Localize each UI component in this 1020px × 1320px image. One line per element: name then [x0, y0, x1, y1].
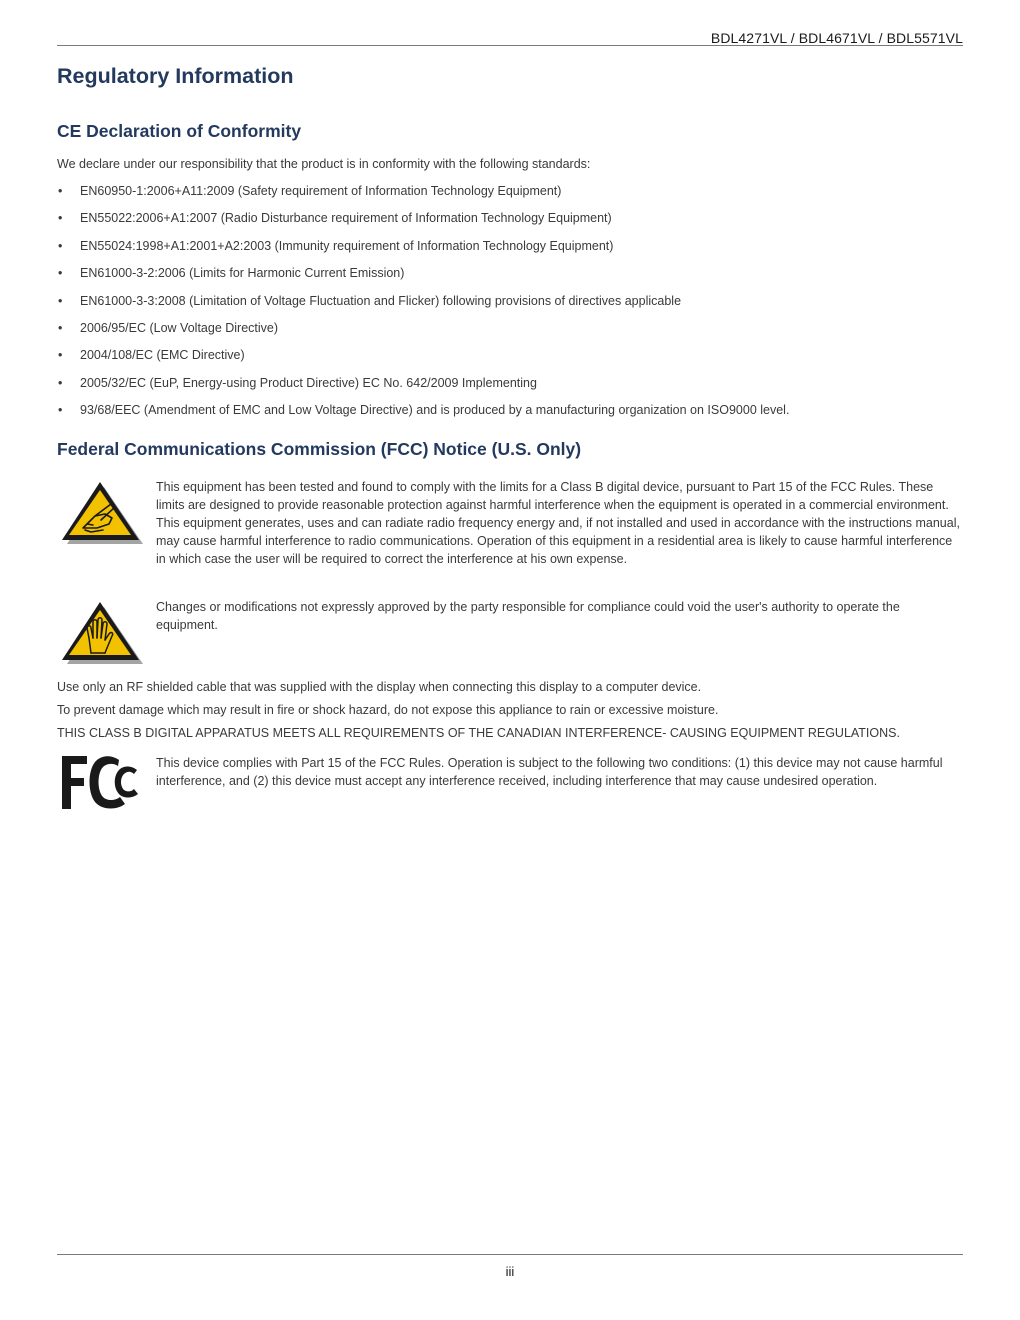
list-item [57, 346, 789, 373]
list-item [57, 209, 789, 236]
standard-text: 93/68/EEC (Amendment of EMC and Low Voltage Directive) and is produced by a manufacturing organization on ISO9000 level. [80, 403, 790, 418]
fcc-notice-paragraph-2: Changes or modifications not expressly approved by the party responsible for compliance could void the user's authority to operate the equipment. [156, 600, 900, 632]
bullet-icon: • [58, 211, 63, 226]
footer-divider [57, 1254, 963, 1255]
page-number: iii [505, 1264, 515, 1279]
standard-text: 2005/32/EC (EuP, Energy-using Product Directive) EC No. 642/2009 Implementing [80, 375, 537, 390]
list-item [57, 374, 789, 401]
document-page [57, 0, 963, 1320]
list-item [57, 401, 789, 428]
list-item [57, 182, 789, 209]
ce-standards-list [57, 182, 789, 429]
list-item [57, 319, 789, 346]
standard-text: EN55024:1998+A1:2001+A2:2003 (Immunity requirement of Information Technology Equipment) [80, 238, 614, 253]
standard-text: 2006/95/EC (Low Voltage Directive) [80, 320, 279, 335]
list-item [57, 292, 789, 319]
fcc-logo-icon [57, 752, 141, 817]
warning-hand-icon [57, 598, 147, 673]
header-model-name: BDL4271VL / BDL4671VL / BDL5571VL [710, 30, 963, 46]
bullet-icon: • [58, 184, 63, 198]
bullet-icon: • [58, 403, 63, 418]
ce-section-title: CE Declaration of Conformity [57, 121, 302, 141]
bullet-icon: • [58, 348, 63, 363]
standard-text: EN60950-1:2006+A11:2009 (Safety requirement of Information Technology Equipment) [80, 184, 562, 198]
header-divider [57, 45, 963, 46]
ce-intro-text: We declare under our responsibility that the product is in conformity with the following standards: [57, 157, 591, 171]
damage-warning-note: To prevent damage which may result in fire or shock hazard, do not expose this appliance to rain or excessive moisture. [57, 703, 719, 717]
fcc-part15-statement: This device complies with Part 15 of the FCC Rules. Operation is subject to the following two conditions: (1) this device may not cause harmful interference, and (2) this device must accept any interference received, including interference that may cause undesired operation. [156, 756, 943, 788]
standard-text: EN61000-3-2:2006 (Limits for Harmonic Current Emission) [80, 266, 405, 281]
fcc-notice-paragraph-1: This equipment has been tested and found to comply with the limits for a Class B digital device, pursuant to Part 15 of the FCC Rules. These limits are designed to provide reasonable protection against harmful interference when the equipment is operated in a commercial environment. This equipment generates, uses and can radiate radio frequency energy and, if not installed and used in accordance with the instructions manual, may cause harmful interference to radio communications. Operation of this equipment in a residential area is likely to cause harmful interference in which case the user will be required to correct the interference at his own expense. [156, 480, 960, 566]
bullet-icon: • [58, 238, 63, 253]
bullet-icon: • [58, 375, 63, 390]
bullet-icon: • [58, 266, 63, 281]
fcc-section-title: Federal Communications Commission (FCC) Notice (U.S. Only) [57, 439, 582, 459]
rf-cable-note: Use only an RF shielded cable that was supplied with the display when connecting this display to a computer device. [57, 680, 702, 694]
standard-text: 2004/108/EC (EMC Directive) [80, 348, 245, 363]
standard-text: EN61000-3-3:2008 (Limitation of Voltage Fluctuation and Flicker) following provisions of directives applicable [80, 293, 682, 308]
canada-compliance-note: THIS CLASS B DIGITAL APPARATUS MEETS ALL REQUIREMENTS OF THE CANADIAN INTERFERENCE- CAUSING EQUIPMENT REGULATIONS. [57, 726, 900, 740]
list-item [57, 264, 789, 291]
bullet-icon: • [58, 293, 63, 308]
page-title: Regulatory Information [57, 64, 294, 88]
bullet-icon: • [58, 320, 63, 335]
standard-text: EN55022:2006+A1:2007 (Radio Disturbance requirement of Information Technology Equipment) [80, 211, 612, 226]
list-item [57, 237, 789, 264]
warning-pen-icon [57, 478, 147, 553]
